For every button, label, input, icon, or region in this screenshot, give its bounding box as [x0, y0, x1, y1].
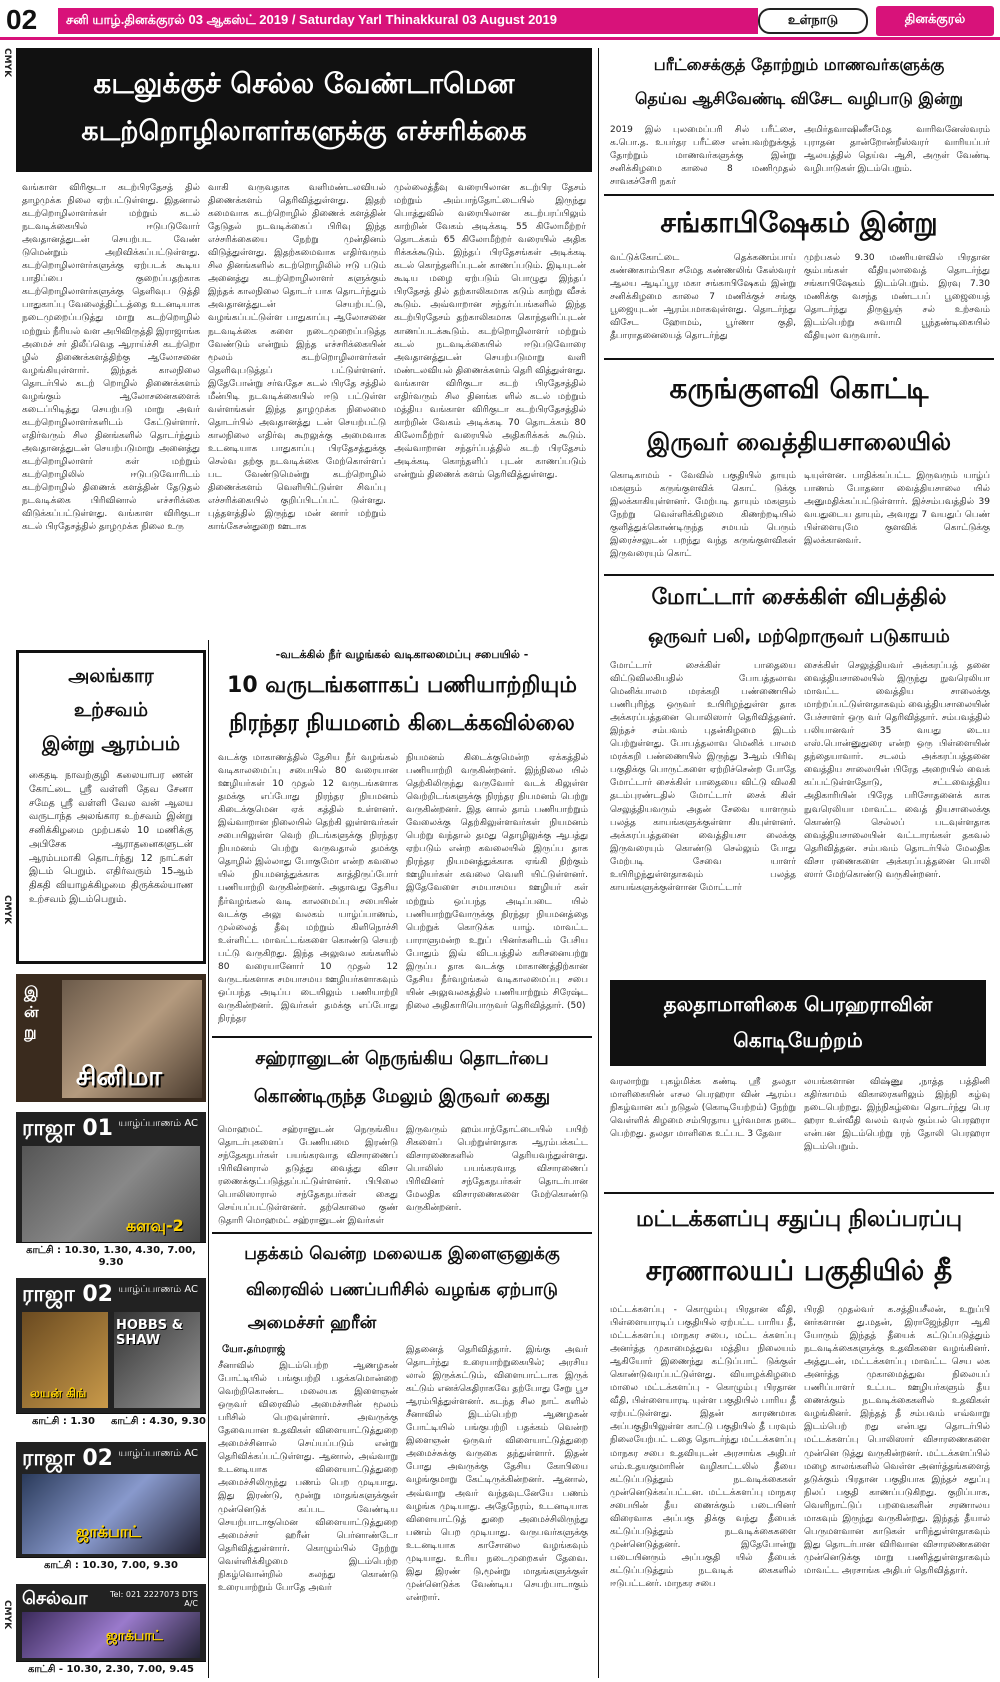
divider: [604, 358, 994, 360]
headline-line: நிரந்தர நியமனம் கிடைக்கவில்லை: [229, 711, 575, 736]
page-header: [0, 0, 1000, 40]
column-rule: [208, 640, 209, 1678]
theatre-name: செல்வா: [22, 1588, 88, 1609]
exam-col1: 2019 இல் புலமைப்பரி சில் பரீட்சை, க.பொ.த. உயர்தர பரீட்சை என்பவற்றுக்குத் தோற்றும் மாணவர்களுக்கு இன்று சனிக்கிழமை காலை 8 மணிமுதல் சாவகச்சேரி நகர்: [610, 125, 796, 188]
headline-line: இருவர் வைத்தியசாலையில்: [646, 428, 952, 456]
headline-line: பதக்கம் வென்ற மலையக இளைஞனுக்கு: [244, 1244, 560, 1264]
flag-col1: வரலாற்று புகழ்மிக்க கண்டி ஸ்ரீ தலதா மாளிகையின் எசல பெரஹரா வின் ஆரம்ப நிகழ்வான கப் நடுதல் (கொடியேற்றம்) நேற்று வெள்ளிக் கிழமை சம்பிரதாய பூர்வமாக நடை பெற்றது. தலதா மாளிகை உட்பட 3 தேவா: [610, 1077, 796, 1140]
fishermen-col1: வங்காள விரிகுடா கடற்பிரதேசத் தில் தாழமுக்க நிலை ஏற்பட்டுள்ளது. இதனால் கடற்றொழிலாளர்கள் மற்றும் கடல் நடவடிக்கையில் ஈடுபடுவோர் அவதானத்துடன் செயற்பட வேண் டுமென்றும் அறிவிக்கப்பட்டுள்ளது. கடற்றொழிலாளர்களுக்கு ஏற்படக் கூடிய பாதிப்பை குறைப்பதற்காக கடற்றொழிலாளர்களுக்கு தெளிவுப டுத்தி பாதுகாப்பு வேலைத்திட்டத்தை உடனடியாக நடைமுறைப்படுத்து மாறு கடற்றொழில் மற்றும் நீரியல் வள அபிவிருத்தி இராஜாங்க அமைச் சர் திலீப்வெத ஆராய்ச்சி கடற்றொ ழில் திணைக்களத்திற்கு ஆலோசனை வழங்கியுள்ளார். இந்தக் காலநிலை தொடர்பில் கடற் றொழில் திணைக்களம் வழங்கும் ஆலோசனைகளைக் கடைப்பிடித்து செயற்படு மாறு அவர் கடற்றொழிலாளர்களிடம் கேட்டுள்ளார். எதிர்வரும் சில தினங்களில் தொடர்ந்தும் அவதானத்துடன் செயற்படுமாறு அனைத்து கடற்றொழிலாளர் கள் மற்றும் கடற்றொழிலில் ஈடுபடுவோரிடம் கடற்றொழில் திணைக் களத்தின் தேடுதல் நடவடிக்கை பிரிவினால் எச்சரிக்கை விடுக்கப்பட்டுள்ளது. வங்காள விரிகுடா கடல் பிரதேசத்தில் தாழமுக்க நிலை உரு: [22, 183, 200, 533]
headline-line: 10 வருடங்களாகப் பணியாற்றியும்: [227, 673, 577, 698]
flag-col2: லயங்களான விஷ்ணு ,நாத்த பத்தினி கதிர்காமம் விகாரைகளிலும் இந்நி கழ்வு நடைபெற்றது. இந்நிகழ்வை தொடர்ந்து பெர ஹரா உள்வீதி வலம் வரல் கும்பல் பெரஹரா என்பன இடம்பெற்று ரந் தோலி பெரஹரா இடம்பெறும்.: [804, 1077, 990, 1153]
dateline: சனி யாழ்.தினக்குரல் 03 ஆகஸ்ட் 2019 / Saturday Yarl Thinakkural 03 August 2019: [58, 8, 758, 34]
headline-line: கொடியேற்றம்: [733, 1028, 863, 1052]
theatre-place: யாழ்ப்பாணம் AC: [118, 1118, 198, 1129]
section-name: உள்நாடு: [758, 8, 868, 34]
show-times: காட்சி : 10.30, 7.00, 9.30: [16, 1557, 206, 1574]
headline-line: இன்று ஆரம்பம்: [42, 733, 180, 755]
fishermen-col3: முல்லைத்தீவு வரையிலான கடற்பிர தேசம் மற்றும் அம்பாந்தோட்டையில் இருந்து பொத்துவில் வரையிலான கடற்பரப்பிலும் காற்றின் வேகம் அடிக்கடி 55 கிலோமீற்றர் தொடக்கம் 65 கிலோமீற்றர் வரையில் அதிக ரிக்கக்கூடும். இந்தப் பிரதேசங்கள் அடிக்கடி கடல் கொந்தளிப்புடன் காணப்படும். இடியுடன் கூடிய மழை ஏற்படும் பொழுது இந்தப் பிரதேசத் தில் தற்காலிகமாக கடும் காற்று வீசக் கூடும். அவ்வாறான சந்தர்ப்பங்களில் இந்த கடற்பிரதேசம் தற்காலிகமாக கொந்தளிப்புடன் காணப்படக்கூடும். கடற்றொழிலாளர் மற்றும் கடல் நடவடிக்கையில் ஈடுபடுவோரை அவதானத்துடன் செயற்படுமாறு வளி மண்டலவியல் திணைக்களம் தெரி வித்துள்ளது. வங்காள விரிகுடா கடற் பிரதேசத்தில் எதிர்வரும் சில தினங்க ளில் கடல் மற்றும் மத்திய வங்காள விரிகுடா கடற்பிரதேசத்தில் காற்றின் வேகம் அடிக்கடி 70 தொடக்கம் 80 கிலோமீற்றர் வரையில் அதிகரிக்கக் கூடும். அவ்வாறான சந்தர்ப்பத்தில் கடற் பிரதேசம் அடிக்கடி கொந்தளிப் புடன் காணப்படும் என்றும் திணைக் களம் தெரிவித்துள்ளது.: [394, 183, 586, 481]
cinema-side-label: இ ன் று: [24, 983, 39, 1041]
headline-line: விரைவில் பணப்பரிசில் வழங்க ஏற்பாடு: [246, 1280, 558, 1300]
headline-line: அமைச்சர் ஹரீன்: [247, 1313, 377, 1333]
headline-line: சஹ்ரானுடன் நெருங்கிய தொடர்பை: [255, 1048, 549, 1069]
color-mark: CMYK: [2, 1600, 12, 1630]
theatre-place: Tel: 021 2227073 DTS A/C: [109, 1590, 198, 1608]
motorcycle-col1: மோட்டார் சைக்கிள் பாதையை விட்டுவிலகியதில் போபத்தலாவ மெனிக்பாலம மரக்கறி பண்ணையில் பணிபுரிந்த ஒருவர் உயிரிழந்துள்ள தாக அக்கரப்பத்தனை பொலிஸார் தெரிவித்தனர். இந்தச் சம்பவம் புதன்கிழமை இடம் பெற்றுள்ளது. போபத்தலாவ மெனிக் பாலம மரக்கறி பண்ணையில் இருந்து 3ஆம் பிரிவு பகுதிக்கு பொருட்களை ஏற்றிச்சென்ற போதே மோட்டார் சைக்கிள் பாதையை விட்டு விலகி தடம்புரண்டதில் மோட்டார் சைக் கிள் செலுத்தியவரும் அதன் சேவை யாளரும் பலத்த காயங்களுக்குள்ளா கியுள்ளனர். அக்கரப்பத்தனை வைத்தியசா லைக்கு இருவரையும் கொண்டு செல்லும் போது மேற்படி சேவை யாளர் உயிரிழந்துள்ளதாகவும் பலத்த காயங்களுக்குள்ளான மோட்டார்: [610, 661, 796, 893]
headline-line: கடற்றொழிலாளர்களுக்கு எச்சரிக்கை: [81, 116, 527, 147]
theatre-place: யாழ்ப்பாணம் AC: [118, 1448, 198, 1459]
water-kicker: -வடக்கில் நீர் வழங்கல் வடிகாலமைப்பு சபையில் -: [275, 648, 529, 661]
movie-title: ஜாக்பாட்: [106, 1628, 163, 1644]
theatre-place: யாழ்ப்பாணம் AC: [118, 1284, 198, 1295]
medal-col2: இதனைத் தெரிவித்தார். இங்கு அவர் தொடர்ந்து உரையாற்றுகையில்; அரசிய லால் இருக்கட்டும், விளையாட்டாக இருக் கட்டும் எனக்கெதிராகவே தற்போது சேறு பூச ஆரம்பித்துள்ளனர். கடந்த சில நாட் களில் சீனாவில் இடம்பெற்ற ஆணழகன் போட்டியில் பங்குபற்றி பதக்கம் வென்ற இளைஞன் ஒருவர் விளையாட்டுத்துறை அமைச்சுக்கு வருகை தந்துள்ளார். இதன் போது அவருக்கு தேசிய கோபியை வழங்குமாறு கேட்டிருக்கின்றனர். ஆனால், அவ்வாறு அவர் வந்தவுடனேயே பணம் வழங்க முடியாது. அதேநேரம், உடனடியாக விளையாட்டுத் துறை அமைச்சிலிருந்து பணம் பெற முடியாது. வருபவர்களுக்கு உடனடியாக காசோலை வழங்கவும் முடியாது. உரிய நடைமுறைகள் தேவை. இது இரண் டு,மூன்று மாதங்களுக்குள் முன்னெடுக்க வேண்டிய செயற்பாடாகும் என்றார்.: [406, 1345, 588, 1603]
show-times: காட்சி - 10.30, 2.30, 7.00, 9.45: [16, 1661, 206, 1678]
sanga-headline: சங்காபிஷேகம் இன்று: [660, 206, 938, 239]
theatre-ad-raja02-jackpot: [16, 1442, 206, 1574]
headline-line: கடலுக்குச் செல்ல வேண்டாமென: [93, 67, 515, 100]
wasp-col1: கொடிகாமம் - வேவில் பகுதியில் தாயும் மகளும் கருங்குளவிக் கொட் டுக்கு இலக்காகியுள்ளனர். மேற்படி தாயும் மகளும் நேற்று வெள்ளிக்கிழமை கிணற்றடியில் குளித்துக்கொண்டிருந்த சமயம் பெரும் இரைச்சலுடன் பறந்து வந்த கருங்குளவிகள் இருவரையும் கொட்: [610, 471, 796, 560]
divider: [212, 1232, 592, 1234]
sanga-col2: முற்பகல் 9.30 மணியளவில் பிரதான கும்பங்கள் வீதியுலாவைத் தொடர்ந்து சங்காபிஷேகம் இடம்பெறும். இரவு 7.30 மணிக்கு வசந்த மண்டபப் பூஜையைத் தொடர்ந்து திருவூஞ் சல் உற்சவம் இடம்பெற்று சுவாமி பூந்தண்டிகையில் வீதியுலா வருவார்.: [804, 253, 990, 342]
exam-col2: அமிர்தவாஷினீசமேத வாரிவனேஸ்வரம் புராதன தான்றோன்றீஸ்வரர் வாரியப்பர் ஆலயத்தில் தெய்வ ஆசி, அருள் வேண்டி வழிபாடுகள் இடம்பெறும்.: [804, 125, 990, 175]
wasp-col2: டியுள்ளன. பாதிக்கப்பட்ட இருவரும் யாழ்ப் பாணம் போதனா வைத்தியசாலை யில் அனுமதிக்கப்பட்டுள்ளார். இச்சம்பவத்தில் 39 வயதுடைய தாயும், அவரது 7 வயதுப் பெண் பிள்ளையுமே குளவிக் கொட்டுக்கு இலக்கானவர்.: [804, 471, 990, 547]
headline-line: ஒருவர் பலி, மற்றொருவர் படுகாயம்: [648, 626, 950, 647]
divider: [604, 194, 994, 196]
headline-line: தெய்வ ஆசிவேண்டி விசேட வழிபாடு இன்று: [635, 89, 963, 108]
headline-line: கருங்குளவி கொட்டி: [669, 372, 929, 405]
show-times: காட்சி : 10.30, 1.30, 4.30, 7.00, 9.30: [16, 1242, 206, 1270]
headline-line: சரணாலயப் பகுதியில் தீ: [645, 1254, 953, 1287]
headline-line: மோட்டார் சைக்கிள் விபத்தில்: [651, 585, 947, 610]
fishermen-col2: வாகி வருவதாக வளிமண்டலவியல் திணைக்களம் தெரிவித்துள்ளது. இதற் கமைவாக கடற்றொழில் திணைக் களத்தின் தேடுதல் நடவடிக்கைப் பிரிவு இந்த எச்சரிக்கையை நேற்று முன்தினம் விடுத்துள்ளது. இதற்கமைவாக எதிர்வரும் சில தினங்களில் கடற்றொழிலில் ஈடு படும் அனைத்து கடற்றொழிலாளர் களுக்கும் இந்தக் காலநிலை தொடர் பாக தொடர்ந்தும் அவதானத்துடன் செயற்பட்டு, வழங்கப்பட்டுள்ள பாதுகாப்பு ஆலோசனை நடவடிக்கை களை நடைமுறைப்படுத்த வேண்டும் என்றும் இந்த எச்சரிக்கையின் மூலம் கடற்றொழிலாளர்கள் தெளிவுபடுத்தப் பட்டுள்ளனர். இதேபோன்று சர்வதேச கடல் பிரதே சத்தில் மீன்பிடி நடவடிக்கையில் ஈடு பட்டுள்ள வள்ளங்கள் இந்த தாழமுக்க நிலைமை தொடர்பில் அவதானத்து டன் செயற்பட்டு காலநிலை எதிர்வு கூறலுக்கு அமைவாக உடனடியாக பாதுகாப்பு பிரதேசத்துக்கு செல்வ தற்கு நடவடிக்கை மேற்கொள்ளப் பட வேண்டுமென்று கடற்றொழில் திணைக்களம் வெளியிட்டுள்ள சிவப்பு எச்சரிக்கையில் குறிப்பிடப்பட் டுள்ளது. புத்தளத்தில் இருந்து மன் னார் மற்றும் காங்கேசன்துறை ஊடாக: [208, 183, 386, 533]
page-number: 02: [6, 4, 38, 35]
headline-line: கொண்டிருந்த மேலும் இருவர் கைது: [253, 1086, 551, 1107]
color-mark: CMYK: [2, 48, 12, 78]
show-times: காட்சி : 1.30: [16, 1413, 111, 1430]
water-col1: வடக்கு மாகாணத்தில் தேசிய நீர் வழங்கல் வடிகாலமைப்பு சபையில் 80 வரையான ஊழியர்கள் 10 முதல் 12 வருடங்களாக தமக்கு எப்போது நிரந்தர நியமனம் கிடைக்குமென ஏக் கத்தில் உள்ளனர். இவ்வாறான நிலையில் தெற்கி லுள்ளவர்கள் சபையிலுள்ள வெற் றிடங்களுக்கு நிரந்தர நியமனம் பெற்று வருவதால் தமக்கு தொழில் இல்லாது போகுமோ என்ற கவலை யில் நியமனத்துக்காக காத்திருப்போர் பணியாற்றி வருகின்றனர். அதாவது தேசிய நீர்வழங்கல் வடி காலமைப்பு சபையின் வடக்கு அலு வலகம் யாழ்ப்பாணம், முல்லைத் தீவு மற்றும் கிளிநொச்சி உள்ளிட்ட மாவட்டங்களை கொண்டு செயற் பட்டு வருகிறது. இந்த அலுவல கங்களில் 80 வரையானோர் 10 முதல் 12 வருடங்களாக சமயாசமய ஊழியர்களாகவும் ஒப்பந்த அடிப்ப டையிலும் பணியாற்றி வருகின்றனர். இவர்கள் தமக்கு எப்போது நிரந்தர: [218, 753, 398, 1024]
divider: [212, 1036, 592, 1038]
flag-headline: [610, 980, 986, 1066]
movie-title: HOBBS & SHAW: [116, 1318, 183, 1348]
zahran-col1: மொஹமட் சஹ்ரானுடன் நெருங்கிய தொடர்புகளைப் பேணியமை இரண்டு சந்தேகநபர்கள் பயங்கரவாத விசாரணைப் பிரிவினரால் தடுத்து வைத்து விசா ரணைக்குட்படுத்தப்பட்டுள்ளனர். பிபிலை பொலிஸாரால் சந்தேகநபர்கள் கைது செய்யப்பட்டுள்ளனர். தற்கொலை குண் டுதாரி மொஹமட் சஹ்ரானுடன் இவர்கள்: [218, 1125, 398, 1226]
color-mark: CMYK: [2, 895, 12, 925]
medal-col1: சீனாவில் இடம்பெற்ற ஆணழகன் போட்டியில் பங்குபற்றி பதக்கமொன்றை வெற்றிகொண்ட மலையக இளைஞன் ஒருவர் விரைவில் அமைச்சரின் மூலம் பரிசில் பெறவுள்ளார். அவருக்கு தேவையான உதவிகள் விளையாட்டுத்துறை அமைச்சினால் செய்யப்படும் என்று தெரிவிக்கப்பட்டுள்ளது. ஆனால், அவ்வாறு உடனடியாக விளையாட்டுத்துறை அமைச்சிலிருந்து பணம் பெற முடியாது. இது இரண்டு, மூன்று மாதங்களுக்குள் முன்னெடுக் கப்பட வேண்டிய செயற்பாடாகுமென விளையாட்டுத்துறை அமைச்சர் ஹரீன் பெர்னாண்டோ தெரிவித்துள்ளார். கொழும்பில் நேற்று வெள்ளிக்கிழமை இடம்பெற்ற நிகழ்வொன்றில் கலந்து கொண்டு உரையாற்றும் போதே அவர்: [218, 1361, 398, 1593]
zahran-col2: இருவரும் ஹம்பாந்தோட்டையில் பயிற் சிகளைப் பெற்றுள்ளதாக ஆரம்பக்கட்ட விசாரணைகளில் தெரியவந்துள்ளது. பொலிஸ் பயங்கரவாத விசாரணைப் பிரிவினர் சந்தேகநபர்கள் தொடர்பான மேலதிக விசாரணைகளை மேற்கொண்டு வருகின்றனர்.: [406, 1125, 588, 1214]
theatre-name: ராஜா 01: [22, 1116, 113, 1141]
theatre-name: ராஜா 02: [22, 1282, 113, 1307]
alankara-body: கைதடி நாவற்குழி கலையாபர ணன் கோட்டை ஸ்ரீ வள்ளி தேவ சேனா சமேத ஸ்ரீ வள்ளி வேல வன் ஆலய வருடாந்த அலங்கார உற்சவம் இன்று சனிக்கிழமை முற்பகல் 10 மணிக்கு அபிசேக ஆராதனைகளுடன் ஆரம்பமாகி தொடர்ந்து 12 நாட்கள் இடம் பெறும். எதிர்வரும் 15ஆம் திகதி வியாழக்கிழமை திருக்கல்யாண உற்சவம் இடம்பெறும்.: [29, 770, 193, 905]
movie-title: ஜாக்பாட்: [76, 1522, 141, 1541]
column-rule: [598, 48, 599, 1678]
show-times: காட்சி : 4.30, 9.30: [111, 1413, 206, 1430]
cinema-banner: [16, 974, 206, 1102]
movie-title: லயன் கிங்: [30, 1386, 87, 1400]
headline-line: அலங்கார உற்சவம்: [68, 665, 154, 721]
theatre-name: ராஜா 02: [22, 1446, 113, 1471]
headline-line: மட்டக்களப்பு சதுப்பு நிலப்பரப்பு: [635, 1207, 963, 1232]
batticaloa-col1: மட்டக்களப்பு - கொழும்பு பிரதான வீதி, பிள்ளையாரடிப் பகுதியில் ஏற்பட்ட பாரிய தீ, மட்டக்களப்பு மாநகர சபை, மட்ட க்களப்பு அனர்த்த முகாமைத்துவ மத்திய நிலையம் ஆகியோர் இணைந்து கட்டுப்பாட் டுக்குள் கொண்டுவரப்பட்டுள்ளது. வியாழக்கிழமை மாலை மட்டக்களப்பு - கொழும்பு பிரதான வீதி, பிள்ளையாரடி யுள்ள பகுதியில் பாரிய தீ ஏற்பட்டுள்ளது. இதன் காரணமாக அப்பகுதியிலுள்ள காட்டு பகுதியில் தீ பரவும் நிலையேற்பட் டதை தொடர்ந்து மட்டக்களப்பு மாநகர சபை உதவியுடன் அரசாங்க அதிபர் எம்.உதயகுமாரின் வழிகாட்டலில் தீயை கட்டுப்படுத்தும் நடவடிக்கைகள் முன்னெடுக்கப்பட்டன. மட்டக்களப்பு மாநகர சபையின் தீய ணைக்கும் படையினர் விரைவாக அப்பகு திக்கு வந்து தீயைக் கட்டுப்படுத்தும் நடவடிக்கைகளை முன்னெடுத்தனர். இதேபோன்று படையினரும் அப்பகுதி யில் தீயைக் கட்டுப்படுத்தும் நடவடிக் கைகளில் ஈடுபட்டனர். மாநகர சபை: [610, 1305, 796, 1589]
water-col2: நியமனம் கிடைக்குமென்ற ஏக்கத்தில் பணியாற்றி வருகின்றனர். இந்நிலை யில் தெற்கிலிருந்து வருவோர் வடக் கிலுள்ள வெற்றிடங்களுக்கு நிரந்தர நியமனம் பெற்று வருகின்றனர். இத னால் தாம் பணியாற்றும் வேலைக்கு தெற்கிலுள்ளவர்கள் நியமனம் பெற்று வந்தால் தமது தொழிலுக்கு ஆபத்து ஏற்படும் என்ற கவலையில் இருப்ப தாக நிரந்தர நியமனத்துக்காக ஏங்கி நிற்கும் ஊழியர்கள் கவலை வெளி யிட்டுள்ளனர். இதேவேளை சமயாசமய ஊழியர் கள் மற்றும் ஒப்பந்த அடிப்படை யில் பணியாற்றுவோருக்கு நிரந்தர நியமனத்தை பெற்றுக் கொடுக்க யாழ். மாவட்ட பாராளுமன்ற உறுப் பினர்களிடம் பேசிய போதும் இவ் விடயத்தில் கரிசனையற்று இருப்ப தாக வடக்கு மாகாணத்திற்கான தேசிய நீர்வழங்கல் வடிகாலமைப்பு சபை யின் அலுவலகத்தில் பணியாற்றும் சிரேஷ்ட நிலை அதிகாரியொருவர் தெரிவித்தார். (50): [406, 753, 588, 1011]
headline-line: தலதாமாளிகை பெரஹராவின்: [663, 992, 933, 1016]
cinema-title: சினிமா: [76, 1062, 162, 1092]
alankara-box: [16, 650, 206, 964]
fishermen-headline: [16, 48, 592, 172]
theatre-ad-raja01: [16, 1112, 206, 1270]
movie-title: களவு-2: [126, 1216, 184, 1235]
headline-line: பரீட்சைக்குத் தோற்றும் மாணவர்களுக்கு: [653, 55, 945, 74]
motorcycle-col2: சைக்கிள் செலுத்தியவர் அக்கரப்பத் தனை வைத்தியசாலையில் இருந்து நுவரெலியா மாவட்ட வைத்திய சாலைக்கு மாற்றப்பட்டுள்ளதாகவும் வைத்தியசாலையின் பேச்சாளர் ஒரு வர் தெரிவித்தார். சம்பவத்தில் பலியானவர் 35 வயது டைய எஸ்.பொன்னுதுரை என்ற ஒரு பிள்ளையின் தந்தையாவார். சடலம் அக்கரப்பத்தனை வைத்திய சாலையின் பிரேத அறையில் வைக் கப்பட்டுள்ளதோடு, சட்டவைத்திய அதிகாரியின் பிரேத பரிசோதனைக் காக நுவரெலியா மாவட்ட வைத் தியசாலைக்கு கொண்டு செல்லப் படவுள்ளதாக வைத்தியசாலையின் வட்டாரங்கள் தகவல் தெரிவித்தன. சம்பவம் தொடர்பில் மேலதிக விசா ரணைகளை அக்கரப்பத்தனை பொலி ஸார் மேற்கொண்டு வருகின்றனர்.: [804, 661, 990, 880]
byline: யோ.தர்மராஜ்: [222, 1344, 286, 1355]
batticaloa-col2: பிரதி முதல்வர் க.சத்தியசீலன், உறுப்பி னர்களான து.மதன், இராஜேந்திரா ஆகி யோரும் இந்தத் தீயைக் கட்டுப்படுத்தும் நடவடிக்கைகளுக்கு உதவிகளை வழங்கினர். அத்துடன், மட்டக்களப்பு மாவட்ட செய லக அனர்த்த முகாமைத்துவ நிலையப் பணிப்பாளர் உட்பட ஊழியர்களும் தீய ணைக்கும் நடவடிக்கைகளில் உதவிகள் வழங்கினர். இந்தத் தீ சம்பவம் எவ்வாறு இடம்பெற் றது என்பது தொடர்பில் மட்டக்களப்பு பொலிஸார் விசாரணைகளை முன்னெ டுத்து வருகின்றனர். மட்டக்களப்பில் மழை காலங்களில் வெள்ள அனர்த்தங்களைத் தடுக்கும் பிரதான பகுதியாக இந்தச் சதுப்பு நிலப் பகுதி காணப்படுகிறது. குறிப்பாக, வெளிநாட்டுப் பறவைகளின் சரணாலய மாகவும் இருந்து வருகின்றது. இந்தத் தீயால் பெருமளவான காடுகள் எரிந்துள்ளதாகவும் இது தொடர்பான விரிவான விசாரணைகளை முன்னெடுக்கு மாறு பணித்துள்ளதாகவும் மாவட்ட அரசாங்க அதிபர் தெரிவித்தார்.: [804, 1305, 990, 1576]
divider: [604, 1192, 994, 1194]
theatre-ad-raja02: [16, 1278, 206, 1430]
divider: [604, 574, 994, 576]
sanga-col1: வட்டுக்கோட்டை தெக்கணம்பாய் கண்ணகாம்பிகா சமேத கண்ணலிங் கேஸ்வரர் ஆலய ஆடிப்பூர மகா சங்காபிஷேகம் இன்று சனிக்கிழமை காலை 7 மணிக்குச் சங்கு பூஜையுடன் ஆரம்பமாகவுள்ளது. தொடர்ந்து விசேட ஹோமம், பூர்ணா குதி, தீபாராதனையைத் தொடர்ந்து: [610, 253, 796, 342]
brand-logo: தினக்குரல்: [876, 6, 994, 36]
theatre-ad-selva: [16, 1584, 206, 1678]
